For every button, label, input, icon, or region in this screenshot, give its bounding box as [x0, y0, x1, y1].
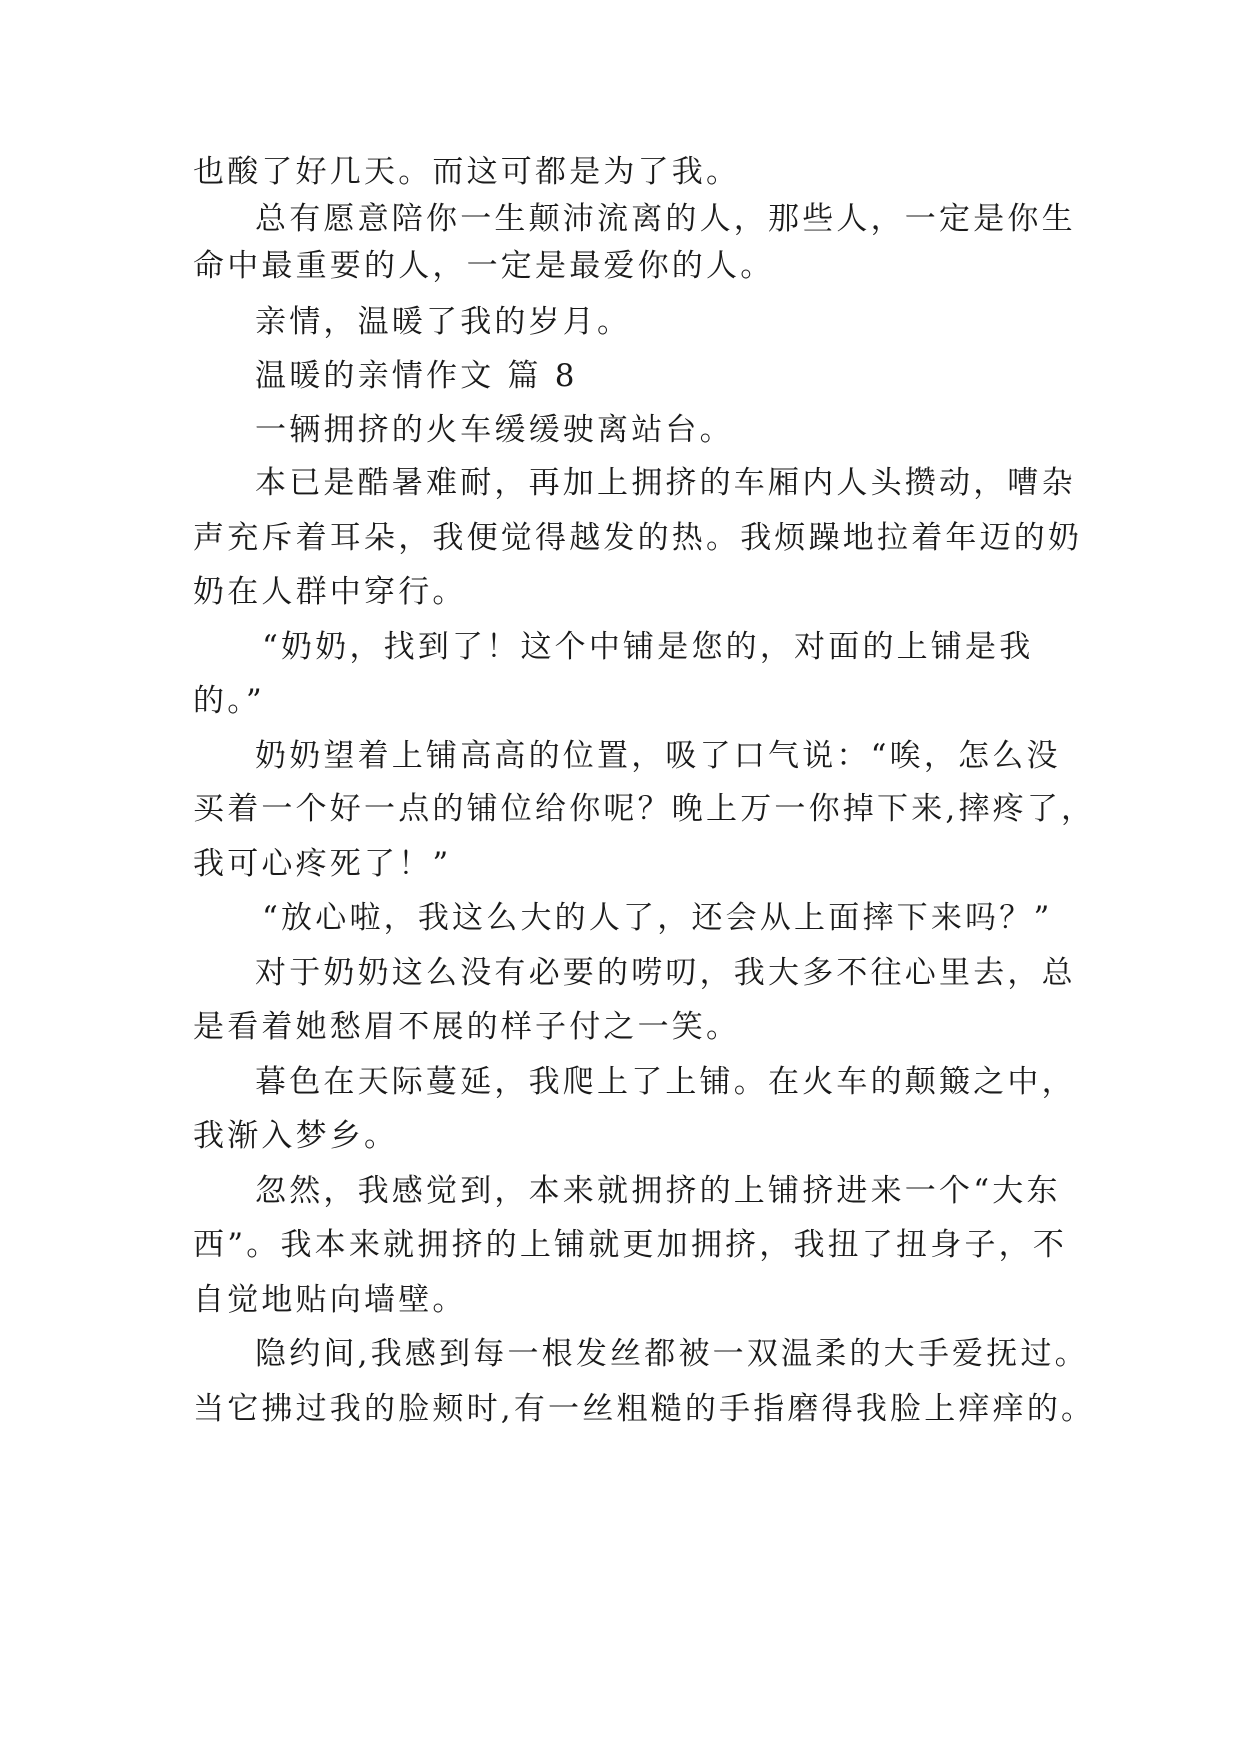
text-line: 自觉地贴向墙壁。 [193, 1282, 467, 1318]
text-line: 忽然，我感觉到，本来就拥挤的上铺挤进来一个“大东 [255, 1173, 1061, 1209]
text-line: 本已是酷暑难耐，再加上拥挤的车厢内人头攒动，嘈杂 [255, 465, 1076, 501]
text-line: 是看着她愁眉不展的样子付之一笑。 [193, 1009, 741, 1045]
text-line: 我渐入梦乡。 [193, 1118, 399, 1154]
text-line: 一辆拥挤的火车缓缓驶离站台。 [255, 412, 734, 448]
text-line: 对于奶奶这么没有必要的唠叨，我大多不往心里去，总 [255, 955, 1076, 991]
text-line: 买着一个好一点的铺位给你呢？晚上万一你掉下来,摔疼了， [193, 791, 1096, 827]
text-line: 命中最重要的人，一定是最爱你的人。 [193, 248, 775, 284]
text-line: 我可心疼死了！” [193, 846, 452, 882]
text-line: “放心啦，我这么大的人了，还会从上面摔下来吗？” [262, 900, 1053, 936]
text-line: 奶奶望着上铺高高的位置，吸了口气说：“唉，怎么没 [255, 738, 1061, 774]
text-line: 也酸了好几天。而这可都是为了我。 [193, 154, 741, 190]
text-line: 的。” [193, 683, 265, 719]
section-heading: 温暖的亲情作文 篇 8 [255, 358, 578, 394]
text-line: 隐约间,我感到每一根发丝都被一双温柔的大手爱抚过。 [255, 1336, 1089, 1372]
text-line: 西”。我本来就拥挤的上铺就更加拥挤，我扭了扭身子，不 [193, 1227, 1068, 1263]
text-line: 奶在人群中穿行。 [193, 574, 467, 610]
text-line: 当它拂过我的脸颊时,有一丝粗糙的手指磨得我脸上痒痒的。 [193, 1391, 1096, 1427]
text-line: 声充斥着耳朵，我便觉得越发的热。我烦躁地拉着年迈的奶 [193, 520, 1083, 556]
text-line: “奶奶，找到了！这个中铺是您的，对面的上铺是我 [262, 629, 1034, 665]
text-line: 亲情，温暖了我的岁月。 [255, 304, 632, 340]
text-line: 暮色在天际蔓延，我爬上了上铺。在火车的颠簸之中， [255, 1064, 1076, 1100]
text-line: 总有愿意陪你一生颠沛流离的人，那些人，一定是你生 [255, 201, 1076, 237]
